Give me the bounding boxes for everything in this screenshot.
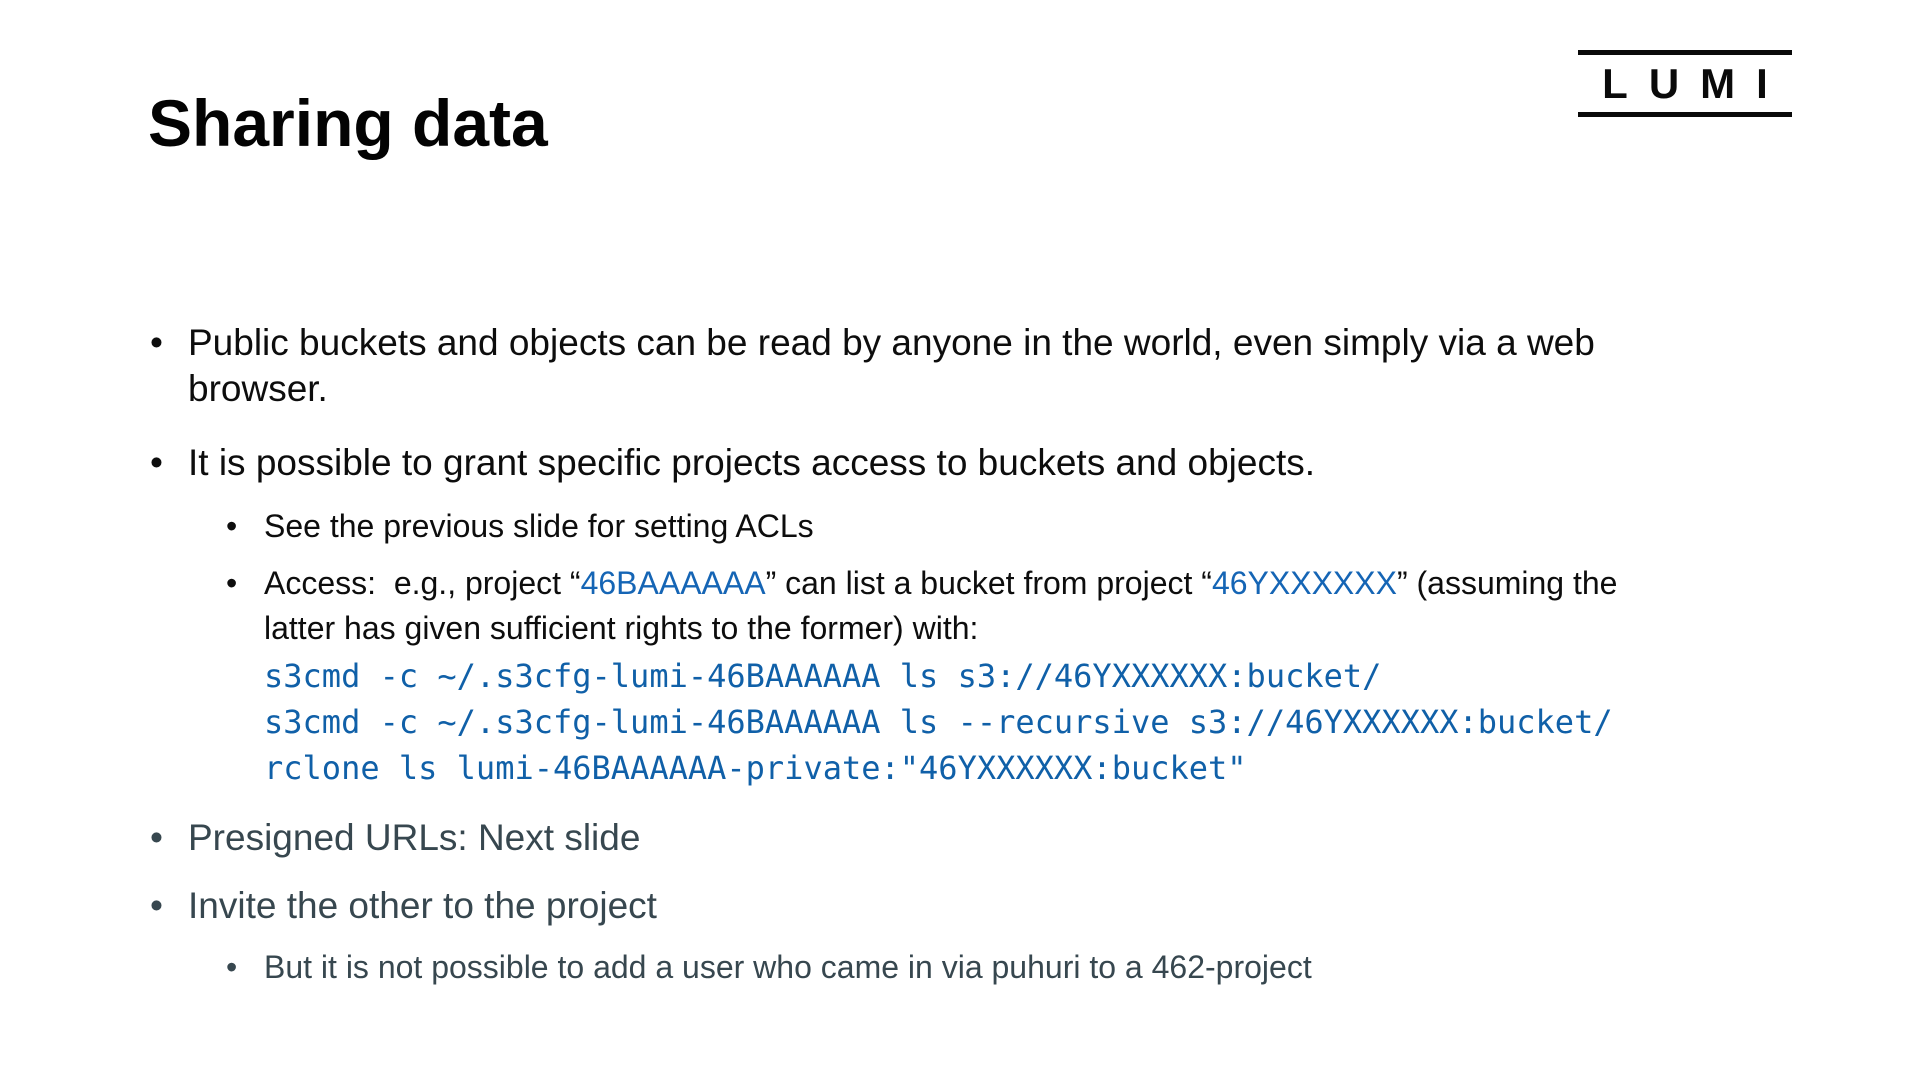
bullet-public-buckets-text: Public buckets and objects can be read by anyone in the world, even simply via a web browser. <box>188 322 1595 409</box>
bullet-invite-project <box>150 883 1690 929</box>
bullet-icon: • <box>226 949 238 985</box>
access-text-pre: Access: e.g., project “ <box>264 565 581 601</box>
bullet-icon: • <box>150 442 163 483</box>
bullet-icon: • <box>150 817 163 858</box>
subbullet-access-example-text <box>264 561 1690 791</box>
bullet-grant-access-text: It is possible to grant specific projects access to buckets and objects. <box>188 442 1316 483</box>
slide-body <box>150 320 1690 990</box>
code-line-s3cmd-ls: s3cmd -c ~/.s3cfg-lumi-46BAAAAAA ls s3://46YXXXXXX:bucket/ <box>264 657 1382 695</box>
bullet-icon: • <box>150 885 163 926</box>
lumi-logo <box>1578 50 1792 117</box>
bullet-icon: • <box>226 508 238 544</box>
subbullet-puhuri-limitation-text: But it is not possible to add a user who came in via puhuri to a 462-project <box>264 949 1312 985</box>
subbullet-puhuri-limitation <box>226 945 1690 990</box>
code-line-rclone-ls: rclone ls lumi-46BAAAAAA-private:"46YXXXXXX:bucket" <box>264 749 1247 787</box>
bullet-icon: • <box>226 565 238 601</box>
subbullet-see-previous-slide-text: See the previous slide for setting ACLs <box>264 508 814 544</box>
bullet-grant-access <box>150 440 1690 486</box>
access-text-mid: ” can list a bucket from project “ <box>765 565 1212 601</box>
code-block <box>264 653 1690 791</box>
lumi-logo-text: LUMI <box>1602 60 1789 107</box>
project-id-a: 46BAAAAAA <box>580 565 766 601</box>
access-text-post: ” (assuming the latter has given sufficient rights to the former) with: <box>264 565 1618 646</box>
bullet-presigned-urls <box>150 815 1690 861</box>
code-line-s3cmd-ls-recursive: s3cmd -c ~/.s3cfg-lumi-46BAAAAAA ls --recursive s3://46YXXXXXX:bucket/ <box>264 703 1613 741</box>
subbullet-access-example <box>226 561 1690 791</box>
bullet-icon: • <box>150 322 163 363</box>
bullet-presigned-urls-text: Presigned URLs: Next slide <box>188 817 641 858</box>
project-id-b: 46YXXXXXX <box>1211 565 1397 601</box>
bullet-public-buckets <box>150 320 1690 412</box>
subbullet-see-previous-slide <box>226 504 1690 549</box>
bullet-invite-project-text: Invite the other to the project <box>188 885 657 926</box>
slide-title: Sharing data <box>148 86 548 160</box>
